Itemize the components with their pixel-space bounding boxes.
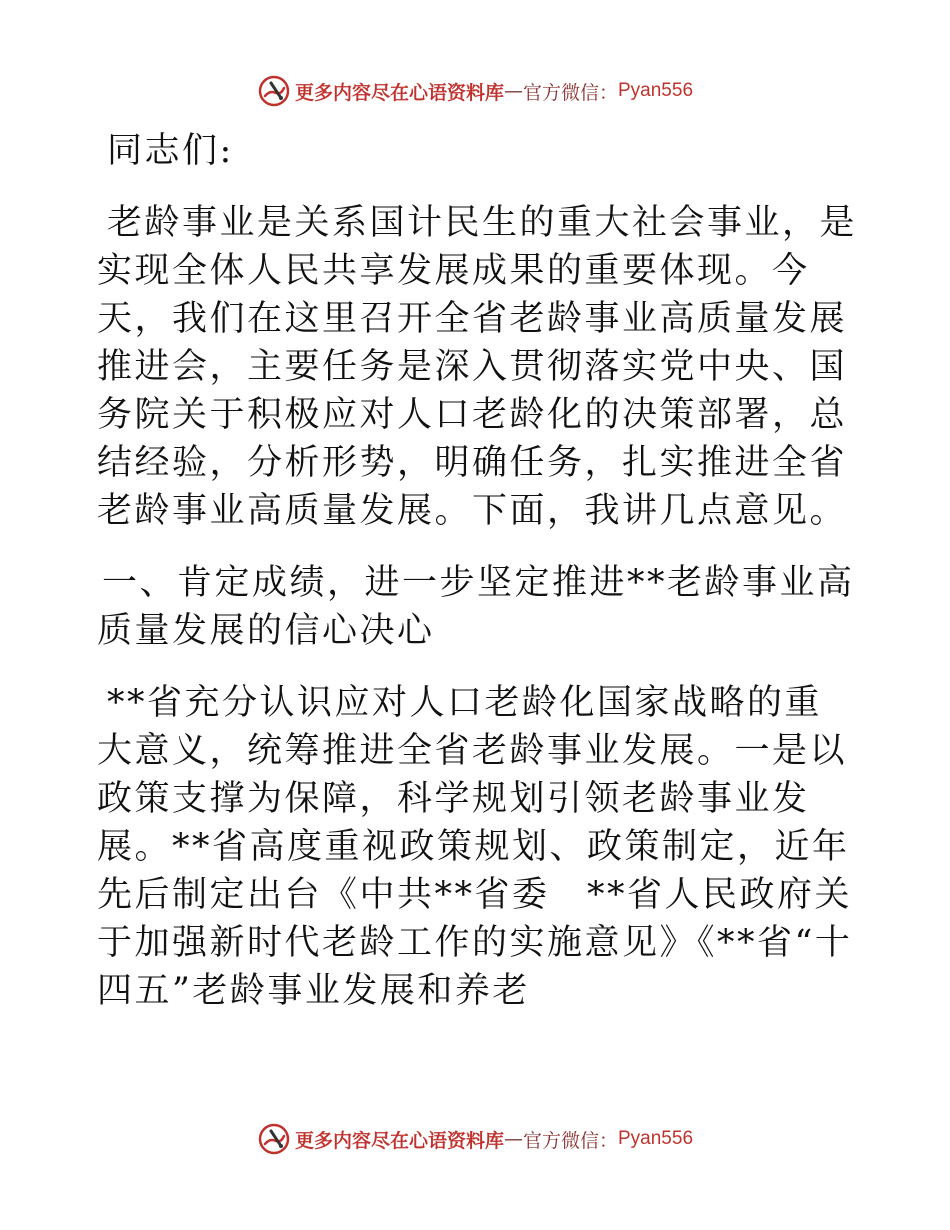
section-heading-1: 一、肯定成绩，进一步坚定推进**老龄事业高质量发展的信心决心 bbox=[97, 563, 855, 651]
watermark-separator: — bbox=[503, 1128, 523, 1150]
watermark-wechat-label: 官方微信： bbox=[522, 81, 618, 104]
watermark-separator: — bbox=[503, 80, 523, 102]
book-pen-logo-icon bbox=[257, 1122, 291, 1156]
watermark-banner-bottom bbox=[0, 1119, 950, 1159]
book-pen-logo-icon bbox=[257, 74, 291, 108]
paragraph-intro: 老龄事业是关系国计民生的重大社会事业，是实现全体人民共享发展成果的重要体现。今天，我们在这里召开全省老龄事业高质量发展推进会，主要任务是深入贯彻落实党中央、国务院关于积极应对人口老龄化的决策部署，总结经验，分析形势，明确任务，扎实推进全省老龄事业高质量发展。下面，我讲几点意见。 bbox=[97, 203, 858, 531]
watermark-wechat-label: 官方微信： bbox=[522, 1129, 618, 1152]
watermark-banner-top bbox=[0, 71, 950, 111]
greeting: 同志们: bbox=[107, 131, 234, 171]
document-body bbox=[97, 121, 857, 1015]
watermark-text: 更多内容尽在心语资料库 bbox=[294, 81, 504, 104]
paragraph-achievements: **省充分认识应对人口老龄化国家战略的重大意义，统筹推进全省老龄事业发展。一是以政策支撑为保障，科学规划引领老龄事业发展。**省高度重视政策规划、政策制定，近年先后制定出台《中共**省委 **省人民政府关于加强新时代老龄工作的实施意见》《**省“十四五”老龄事业发展和养老 bbox=[97, 683, 853, 1011]
watermark-wechat-id: Pyan556 bbox=[618, 1128, 694, 1149]
watermark-wechat-id: Pyan556 bbox=[618, 80, 694, 101]
watermark-text: 更多内容尽在心语资料库 bbox=[294, 1129, 504, 1152]
